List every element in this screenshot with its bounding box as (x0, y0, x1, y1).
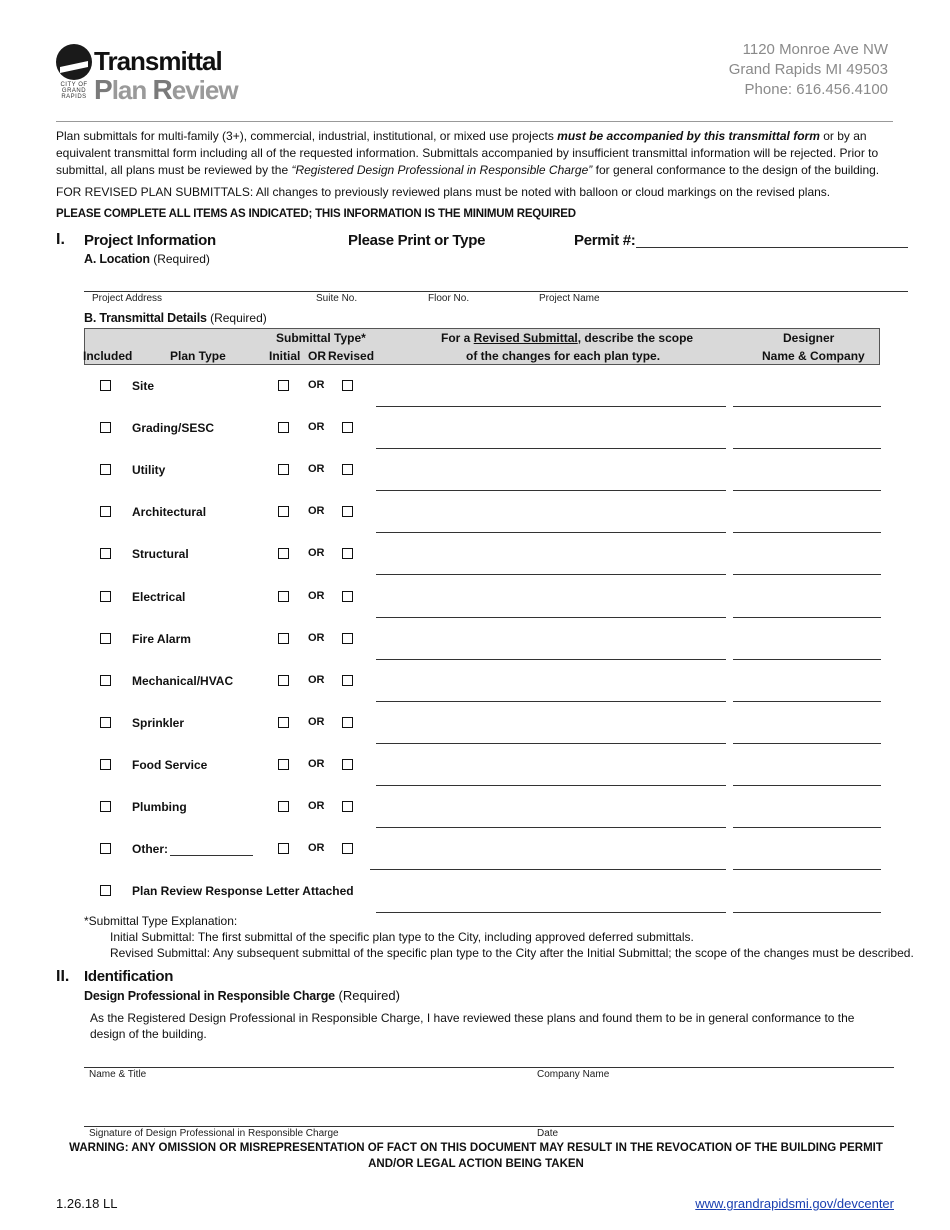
col-scope-line2: of the changes for each plan type. (466, 349, 661, 363)
plan-type-label: Site (132, 379, 155, 393)
permit-label: Permit #: (574, 232, 636, 249)
response-letter-label: Plan Review Response Letter Attached (132, 884, 354, 898)
or-label: OR (308, 463, 325, 475)
city-name-logotype: CITY OF GRAND RAPIDS (60, 82, 88, 100)
scope-description-line[interactable] (376, 617, 726, 618)
plan-type-label: Structural (132, 547, 189, 561)
section-2-number: II. (56, 968, 70, 985)
section-1-title: Project Information (84, 232, 216, 249)
col-designer-line2: Name & Company (762, 349, 865, 363)
revised-checkbox[interactable] (342, 464, 353, 475)
explanation-revised: Revised Submittal: Any subsequent submittal of the specific plan type to the City after the Initial Submittal; the scope of the changes must be described. (110, 946, 914, 960)
scope-description-line[interactable] (376, 827, 726, 828)
scope-description-line[interactable] (376, 785, 726, 786)
col-plan-type: Plan Type (170, 349, 226, 363)
form-title: Transmittal (94, 46, 222, 76)
scope-description-line[interactable] (376, 406, 726, 407)
designer-line[interactable] (733, 785, 881, 786)
signature-date-line[interactable] (84, 1126, 894, 1127)
devcenter-link[interactable]: www.grandrapidsmi.gov/devcenter (695, 1196, 894, 1211)
included-checkbox[interactable] (100, 717, 111, 728)
revised-checkbox[interactable] (342, 759, 353, 770)
designer-line[interactable] (733, 448, 881, 449)
or-label: OR (308, 505, 325, 517)
revised-checkbox[interactable] (342, 675, 353, 686)
or-label: OR (308, 379, 325, 391)
revised-checkbox[interactable] (342, 801, 353, 812)
col-submittal-type: Submittal Type* (276, 331, 366, 345)
name-title-label: Name & Title (89, 1069, 147, 1080)
revised-checkbox[interactable] (342, 506, 353, 517)
header-divider (56, 121, 893, 122)
or-label: OR (308, 674, 325, 686)
included-checkbox[interactable] (100, 843, 111, 854)
designer-line[interactable] (733, 574, 881, 575)
included-checkbox[interactable] (100, 422, 111, 433)
scope-description-line[interactable] (376, 659, 726, 660)
print-instruction: Please Print or Type (348, 232, 486, 249)
col-designer: Designer (783, 331, 835, 345)
plan-type-label: Architectural (132, 505, 207, 519)
or-label: OR (308, 632, 325, 644)
warning-notice: WARNING: ANY OMISSION OR MISREPRESENTATION OF FACT ON THIS DOCUMENT MAY RESULT IN THE REVOCATION OF THE BUILDING PERMIT AND/OR LEGAL ACTION BEING TAKEN (69, 1142, 883, 1170)
designer-line[interactable] (733, 701, 881, 702)
details-heading: B. Transmittal Details (Required) (84, 311, 267, 325)
complete-all-notice: PLEASE COMPLETE ALL ITEMS AS INDICATED; THIS INFORMATION IS THE MINIMUM REQUIRED (56, 208, 576, 220)
scope-description-line[interactable] (376, 574, 726, 575)
floor-label: Floor No. (428, 293, 470, 304)
included-checkbox[interactable] (100, 591, 111, 602)
location-input-line[interactable] (84, 291, 908, 292)
form-subtitle: Plan Review (94, 74, 238, 105)
responsibility-statement: As the Registered Design Professional in Responsible Charge, I have reviewed these plans and found them to be in general conformance to the design of the building. (90, 1011, 855, 1041)
designer-line[interactable] (733, 659, 881, 660)
revised-checkbox[interactable] (342, 591, 353, 602)
plan-type-label: Grading/SESC (132, 421, 215, 435)
col-included: Included (83, 349, 133, 363)
city-logo-icon (56, 44, 92, 80)
plan-type-label: Mechanical/HVAC (132, 674, 234, 688)
details-table-header (84, 328, 880, 365)
or-label: OR (308, 590, 325, 602)
initial-checkbox[interactable] (278, 548, 289, 559)
response-letter-scope-line[interactable] (376, 912, 726, 913)
initial-checkbox[interactable] (278, 843, 289, 854)
initial-checkbox[interactable] (278, 633, 289, 644)
initial-checkbox[interactable] (278, 675, 289, 686)
scope-description-line[interactable] (376, 701, 726, 702)
included-checkbox[interactable] (100, 380, 111, 391)
designer-line[interactable] (733, 406, 881, 407)
designer-line[interactable] (733, 827, 881, 828)
designer-line[interactable] (733, 532, 881, 533)
project-address-label: Project Address (92, 293, 163, 304)
design-professional-heading: Design Professional in Responsible Charge (Required) (84, 988, 400, 1003)
designer-line[interactable] (733, 869, 881, 870)
included-checkbox[interactable] (100, 464, 111, 475)
scope-description-line[interactable] (376, 448, 726, 449)
revised-note: FOR REVISED PLAN SUBMITTALS: All changes to previously reviewed plans must be noted with balloon or cloud markings on the revised plans. (56, 185, 831, 199)
included-checkbox[interactable] (100, 506, 111, 517)
initial-checkbox[interactable] (278, 801, 289, 812)
location-heading: A. Location (Required) (84, 252, 210, 266)
initial-checkbox[interactable] (278, 422, 289, 433)
revised-checkbox[interactable] (342, 717, 353, 728)
initial-checkbox[interactable] (278, 506, 289, 517)
included-checkbox[interactable] (100, 633, 111, 644)
response-letter-checkbox[interactable] (100, 885, 111, 896)
plan-type-label: Other: (132, 842, 168, 856)
scope-description-line[interactable] (376, 743, 726, 744)
designer-line[interactable] (733, 743, 881, 744)
suite-label: Suite No. (316, 293, 358, 304)
permit-input[interactable] (636, 247, 908, 248)
designer-line[interactable] (733, 490, 881, 491)
or-label: OR (308, 842, 325, 854)
scope-description-line[interactable] (370, 869, 726, 870)
or-label: OR (308, 547, 325, 559)
intro-paragraph: Plan submittals for multi-family (3+), commercial, industrial, institutional, or mixed use projects must be accompanied by this transmittal form or by an equivalent transmittal form including all of the requested information. Submittals accompanied by insufficient transmittal information will be rejected. Prior to submittal, all plans must be reviewed by the “Registered Design Professional in Responsible Charge” for general conformance to the design of the building. (56, 129, 880, 177)
designer-line[interactable] (733, 617, 881, 618)
initial-checkbox[interactable] (278, 464, 289, 475)
other-plan-type-input[interactable] (170, 855, 253, 856)
signature-label: Signature of Design Professional in Responsible Charge (89, 1128, 339, 1139)
explanation-initial: Initial Submittal: The first submittal of the specific plan type to the City, including approved deferred submittals. (110, 930, 694, 944)
or-label: OR (308, 716, 325, 728)
project-name-label: Project Name (539, 293, 600, 304)
plan-type-label: Fire Alarm (132, 632, 191, 646)
revised-checkbox[interactable] (342, 843, 353, 854)
col-scope: For a Revised Submittal, describe the scope (441, 331, 694, 345)
plan-type-label: Utility (132, 463, 166, 477)
included-checkbox[interactable] (100, 759, 111, 770)
included-checkbox[interactable] (100, 801, 111, 812)
scope-description-line[interactable] (376, 490, 726, 491)
revised-checkbox[interactable] (342, 422, 353, 433)
form-version: 1.26.18 LL (56, 1196, 118, 1211)
company-name-label: Company Name (537, 1069, 610, 1080)
plan-type-label: Plumbing (132, 800, 187, 814)
revised-checkbox[interactable] (342, 548, 353, 559)
section-2-title: Identification (84, 968, 174, 985)
initial-checkbox[interactable] (278, 380, 289, 391)
response-letter-designer-line[interactable] (733, 912, 881, 913)
section-1-number: I. (56, 231, 65, 248)
explanation-title: *Submittal Type Explanation: (84, 914, 238, 928)
plan-type-label: Food Service (132, 758, 208, 772)
initial-checkbox[interactable] (278, 759, 289, 770)
or-label: OR (308, 758, 325, 770)
initial-checkbox[interactable] (278, 591, 289, 602)
revised-checkbox[interactable] (342, 380, 353, 391)
included-checkbox[interactable] (100, 675, 111, 686)
initial-checkbox[interactable] (278, 717, 289, 728)
col-revised: Revised (328, 349, 375, 363)
date-label: Date (537, 1128, 559, 1139)
col-initial: Initial (269, 349, 301, 363)
plan-type-label: Electrical (132, 590, 186, 604)
col-or: OR (308, 349, 326, 363)
included-checkbox[interactable] (100, 548, 111, 559)
office-address: 1120 Monroe Ave NW Grand Rapids MI 49503 Phone: 616.456.4100 (728, 41, 888, 98)
revised-checkbox[interactable] (342, 633, 353, 644)
or-label: OR (308, 800, 325, 812)
or-label: OR (308, 421, 325, 433)
plan-type-label: Sprinkler (132, 716, 185, 730)
name-company-line[interactable] (84, 1067, 894, 1068)
scope-description-line[interactable] (376, 532, 726, 533)
